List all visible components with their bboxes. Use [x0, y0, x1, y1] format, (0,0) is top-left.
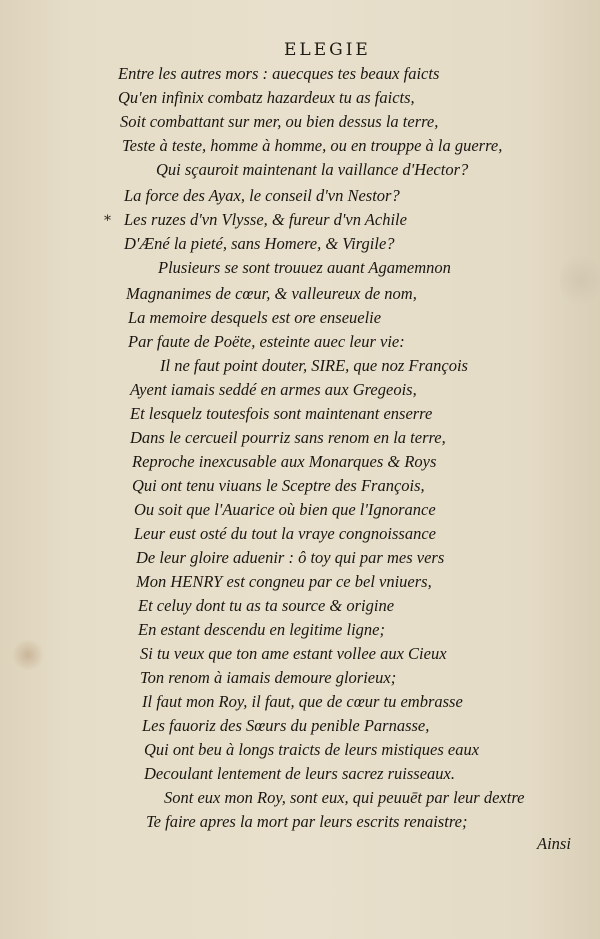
verse-line: Soit combattant sur mer, ou bien dessus la terre, — [120, 112, 439, 131]
verse-line: Plusieurs se sont trouuez auant Agamemnon — [158, 258, 451, 277]
verse-line: Ton renom à iamais demoure glorieux; — [140, 668, 397, 687]
verse-line: Entre les autres mors : auecques tes beaux faicts — [118, 64, 440, 83]
verse-line: Il ne faut point douter, SIRE, que noz François — [160, 356, 468, 375]
verse-line: De leur gloire aduenir : ô toy qui par mes vers — [136, 548, 445, 567]
verse-line: Te faire apres la mort par leurs escrits renaistre; — [146, 812, 468, 831]
verse-line: La memoire desquels est ore enseuelie — [128, 308, 382, 327]
verse-line: Leur eust osté du tout la vraye congnoissance — [134, 524, 436, 543]
verse-line: Et celuy dont tu as ta source & origine — [138, 596, 395, 615]
paper-stain — [560, 250, 600, 310]
verse-line: Teste à teste, homme à homme, ou en trouppe à la guerre, — [122, 136, 503, 155]
catchword: Ainsi — [537, 834, 571, 853]
verse-line: Les fauoriz des Sœurs du penible Parnasse, — [142, 716, 430, 735]
verse-line: Reproche inexcusable aux Monarques & Roys — [132, 452, 437, 471]
verse-line: Magnanimes de cœur, & valleureux de nom, — [126, 284, 417, 303]
verse-line: Par faute de Poëte, esteinte auec leur vie: — [128, 332, 405, 351]
verse-line: Decoulant lentement de leurs sacrez ruisseaux. — [144, 764, 455, 783]
verse-line: Ou soit que l'Auarice où bien que l'Ignorance — [134, 500, 436, 519]
verse-line: Qu'en infinix combatz hazardeux tu as faicts, — [118, 88, 415, 107]
verse-line: Et lesquelz toutesfois sont maintenant enserre — [130, 404, 433, 423]
verse-line: Qui ont beu à longs traicts de leurs mistiques eaux — [144, 740, 480, 759]
verse-line: Il faut mon Roy, il faut, que de cœur tu embrasse — [142, 692, 463, 711]
verse-line: Sont eux mon Roy, sont eux, qui peuuēt par leur dextre — [164, 788, 525, 807]
foxing-stain — [10, 640, 46, 670]
verse-line: Ayent iamais seddé en armes aux Gregeois, — [130, 380, 417, 399]
verse-line: Les ruzes d'vn Vlysse, & fureur d'vn Achile — [124, 210, 407, 229]
verse-line: Qui ont tenu viuans le Sceptre des François, — [132, 476, 425, 495]
verse-line: En estant descendu en legitime ligne; — [138, 620, 385, 639]
verse-line: Si tu veux que ton ame estant vollee aux Cieux — [140, 644, 447, 663]
margin-mark: * — [104, 213, 111, 229]
verse-line: Mon HENRY est congneu par ce bel vniuers, — [136, 572, 432, 591]
verse-line: Qui sçauroit maintenant la vaillance d'Hector? — [156, 160, 469, 179]
verse-line: La force des Ayax, le conseil d'vn Nestor? — [124, 186, 400, 205]
verse-line: Dans le cercueil pourriz sans renom en la terre, — [130, 428, 446, 447]
verse-line: D'Æné la pieté, sans Homere, & Virgile? — [124, 234, 395, 253]
running-heading: ELEGIE — [284, 40, 371, 60]
